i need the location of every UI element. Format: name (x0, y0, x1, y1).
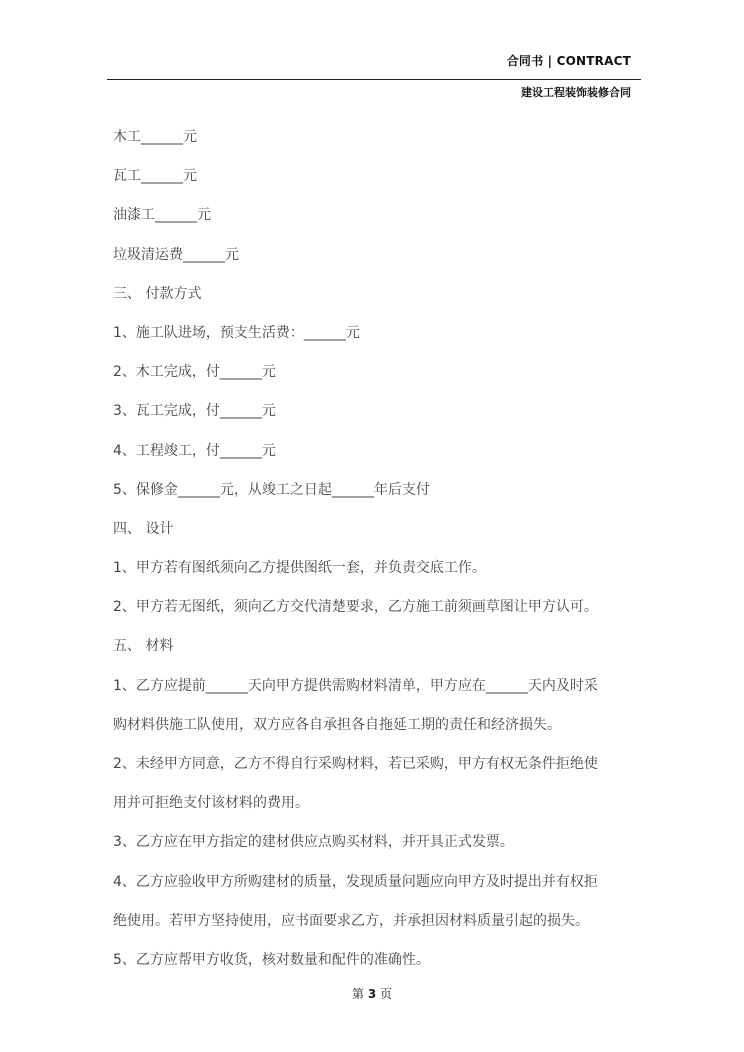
header-divider (107, 79, 641, 80)
header-title: 合同书 | CONTRACT (506, 54, 631, 68)
text-line: 4、乙方应验收甲方所购建材的质量，发现质量问题应向甲方及时提出并有权拒 (113, 873, 598, 890)
text-line: 3、瓦工完成，付______元 (113, 403, 276, 420)
contract-body (113, 118, 638, 980)
section-heading: 三、 付款方式 (113, 285, 202, 302)
text-line: 1、施工队进场，预支生活费：______元 (113, 324, 360, 341)
text-line: 绝使用。若甲方坚持使用，应书面要求乙方，并承担因材料质量引起的损失。 (113, 912, 589, 929)
page-footer (0, 985, 744, 1002)
text-line: 4、工程竣工，付______元 (113, 442, 276, 459)
text-line: 5、乙方应帮甲方收货，核对数量和配件的准确性。 (113, 951, 430, 968)
text-line: 2、未经甲方同意，乙方不得自行采购材料，若已采购，甲方有权无条件拒绝使 (113, 756, 598, 772)
text-line: 油漆工______元 (113, 207, 211, 224)
page-suffix: 页 (380, 987, 393, 1001)
text-line: 瓦工______元 (113, 168, 197, 185)
text-line: 1、乙方应提前______天向甲方提供需购材料清单，甲方应在______天内及时采 (113, 677, 598, 694)
section-heading: 四、 设计 (113, 520, 174, 537)
text-line: 1、甲方若有图纸须向乙方提供图纸一套，并负责交底工作。 (113, 560, 486, 577)
text-line: 垃圾清运费______元 (113, 246, 239, 263)
text-line: 2、甲方若无图纸，须向乙方交代清楚要求，乙方施工前须画草图让甲方认可。 (113, 599, 598, 616)
page-number: 3 (367, 987, 377, 1001)
text-line: 3、乙方应在甲方指定的建材供应点购买材料，并开具正式发票。 (113, 834, 514, 851)
text-line: 2、木工完成，付______元 (113, 364, 276, 381)
text-line: 用并可拒绝支付该材料的费用。 (113, 795, 309, 812)
text-line: 购材料供施工队使用，双方应各自承担各自拖延工期的责任和经济损失。 (113, 716, 561, 733)
text-line: 木工______元 (113, 129, 197, 145)
header-subtitle: 建设工程装饰装修合同 (521, 86, 631, 99)
section-heading: 五、 材料 (113, 638, 174, 655)
text-line: 5、保修金______元，从竣工之日起______年后支付 (113, 481, 430, 498)
page-prefix: 第 (351, 987, 364, 1001)
